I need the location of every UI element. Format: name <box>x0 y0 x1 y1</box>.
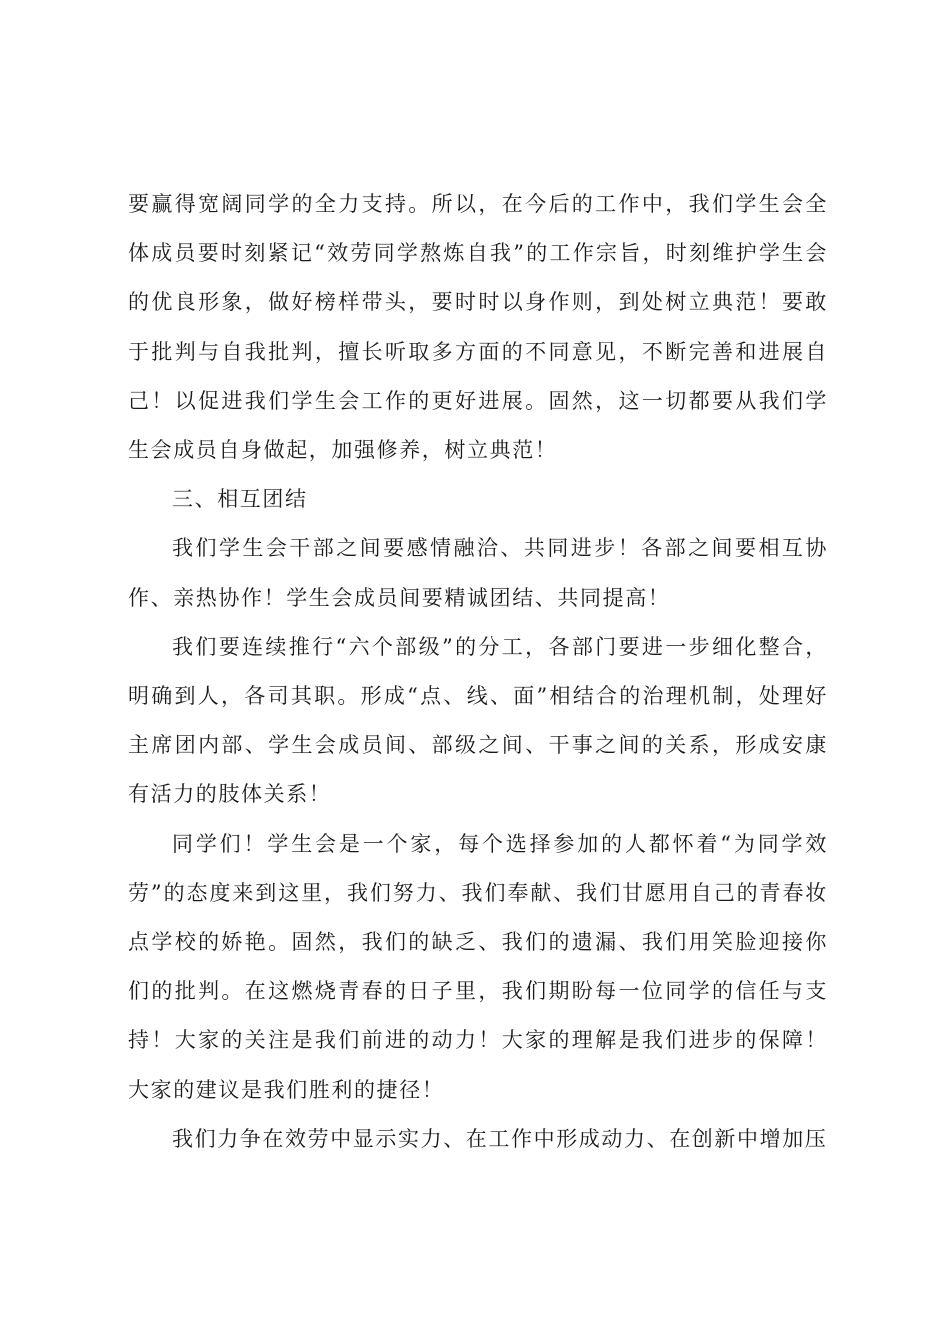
document-body <box>128 180 828 1164</box>
paragraph-address-to-students: 同学们！学生会是一个家，每个选择参加的人都怀着“为同学效劳”的态度来到这里，我们努力、我们奉献、我们甘愿用自己的青春妆点学校的娇艳。固然，我们的缺乏、我们的遗漏、我们用笑脸迎接你们的批判。在这燃烧青春的日子里，我们期盼每一位同学的信任与支持！大家的关注是我们前进的动力！大家的理解是我们进步的保障！大家的建议是我们胜利的捷径！ <box>128 831 828 1102</box>
paragraph-closing-fragment: 我们力争在效劳中显示实力、在工作中形成动力、在创新中增加压 <box>172 1126 828 1151</box>
paragraph-division-of-work: 我们要连续推行“六个部级”的分工，各部门要进一步细化整合，明确到人，各司其职。形成“点、线、面”相结合的治理机制，处理好主席团内部、学生会成员间、部级之间、干事之间的关系，形成安康有活力的肢体关系！ <box>128 634 828 807</box>
section-heading-mutual-unity: 三、相互团结 <box>172 487 308 512</box>
paragraph-continuation: 要赢得宽阔同学的全力支持。所以，在今后的工作中，我们学生会全体成员要时刻紧记“效劳同学熬炼自我”的工作宗旨，时刻维护学生会的优良形象，做好榜样带头，要时时以身作则，到处树立典范！要敢于批判与自我批判，擅长听取多方面的不同意见，不断完善和进展自己！以促进我们学生会工作的更好进展。固然，这一切都要从我们学生会成员自身做起，加强修养，树立典范！ <box>128 192 828 463</box>
paragraph-cadre-harmony: 我们学生会干部之间要感情融洽、共同进步！各部之间要相互协作、亲热协作！学生会成员间要精诚团结、共同提高！ <box>128 536 828 610</box>
